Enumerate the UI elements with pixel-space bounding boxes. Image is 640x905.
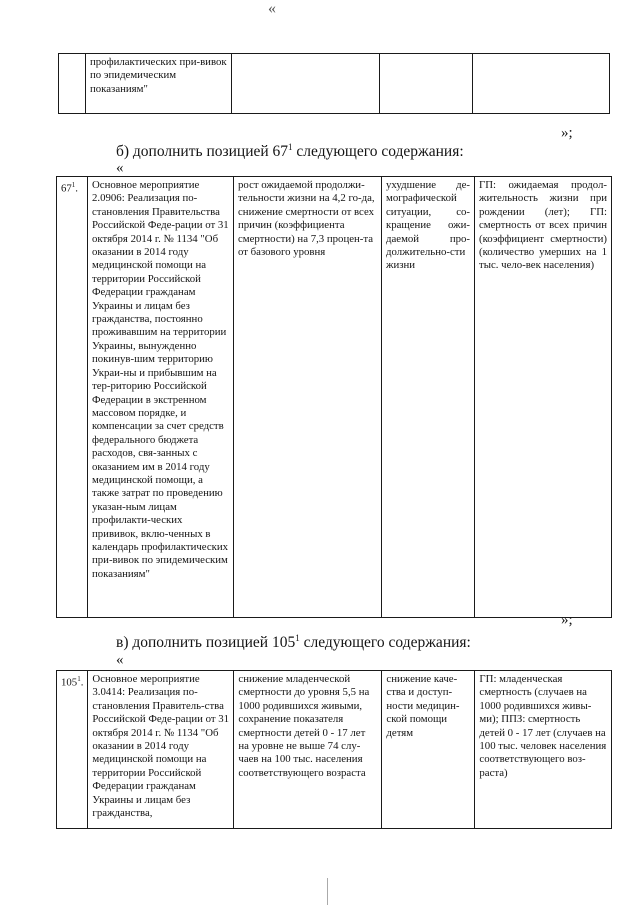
row-105-number [57,671,88,829]
row-67-num: 67 [61,182,72,195]
heading-b-text: б) дополнить позицией 67 [116,143,289,161]
prev-result-cell [232,54,380,114]
prev-activity-cell: профилактических при-вивок по эпидемическим показаниям" [86,54,232,114]
opening-quote-v: « [116,652,124,668]
heading-v-text-post: следующего содержания: [299,634,471,652]
row-67-indicators: ГП: ожидаемая продол-жительность жизни при рождении (лет); ГП: смертность от всех причин (коэффициент смертности) (количество умерших на 1 тыс. чело-век населения) [475,177,612,618]
row-105-indicators: ГП: младенческая смертность (случаев на 1000 родившихся живы-ми); ППЗ: смертность детей 0 - 17 лет (случаев на 100 тыс. человек населения соответствующего воз-раста) [475,671,612,829]
row-105-num-sup: 1 [77,675,81,683]
bottom-rule [327,878,328,905]
row-105-num-post: . [80,676,84,689]
prev-consequence-cell [380,54,473,114]
table-row-105 [56,670,612,829]
table-row-67 [56,176,612,618]
row-105-consequence: снижение каче-ства и доступ-ности медицин-ской помощи детям [382,671,475,829]
row-67-result: рост ожидаемой продолжи-тельности жизни на 4,2 го-да, снижение смертности от всех причин (коэффициента смертности) на 7,3 процен-та от базового уровня [234,177,382,618]
closing-quote-v: »; [561,612,573,628]
prev-indicators-cell [473,54,610,114]
heading-v-sup: 1 [295,633,300,643]
row-67-num-sup: 1 [71,181,76,189]
row-67-consequence: ухудшение де-мографической ситуации, со-кращение ожи-даемой про-должительно-сти жизни [382,177,475,618]
previous-table-fragment [58,53,610,114]
heading-b-sup: 1 [288,142,293,152]
row-67-num-post: . [75,182,78,195]
row-67-activity: Основное мероприятие 2.0906: Реализация по-становления Правительства Российской Феде-рации от 31 октября 2014 г. № 1134 "Об оказании в 2014 году медицинской помощи на территории Российской Федерации гражданам Украины и лицам без гражданства, постоянно проживавшим на территории Украины, вынужденно покинув-шим территорию Украи-ны и прибывшим на тер-риторию Российской Федерации в экстренном массовом порядке, и компенсации за счет средств федерального бюджета расходов, свя-занных с оказанием им в 2014 году медицинской помощи, а также затрат по проведению указан-ным лицам профилакти-ческих прививок, вклю-ченных в календарь профилактических при-вивок по эпидемическим показаниям" [88,177,234,618]
heading-b [116,142,464,161]
row-67-number [57,177,88,618]
closing-quote-b: »; [561,125,573,141]
row-105-num: 105 [61,676,78,689]
row-105-activity: Основное мероприятие 3.0414: Реализация по-становления Правитель-ства Российской Феде-рации от 31 октября 2014 г. № 1134 "Об оказании в 2014 году медицинской помощи на территории Российской Федерации гражданам Украины и лицам без гражданства, [88,671,234,829]
row-105-result: снижение младенческой смертности до уровня 5,5 на 1000 родившихся живыми, сохранение показателя смертности детей 0 - 17 лет на уровне не выше 74 слу-чаев на 100 тыс. населения соответствующего возраста [234,671,382,829]
heading-v [116,633,471,652]
prev-num-cell [59,54,86,114]
top-quote-mark: « [268,0,276,17]
heading-v-text: в) дополнить позицией 105 [116,634,296,652]
heading-b-text-post: следующего содержания: [292,143,464,161]
opening-quote-b: « [116,160,124,176]
